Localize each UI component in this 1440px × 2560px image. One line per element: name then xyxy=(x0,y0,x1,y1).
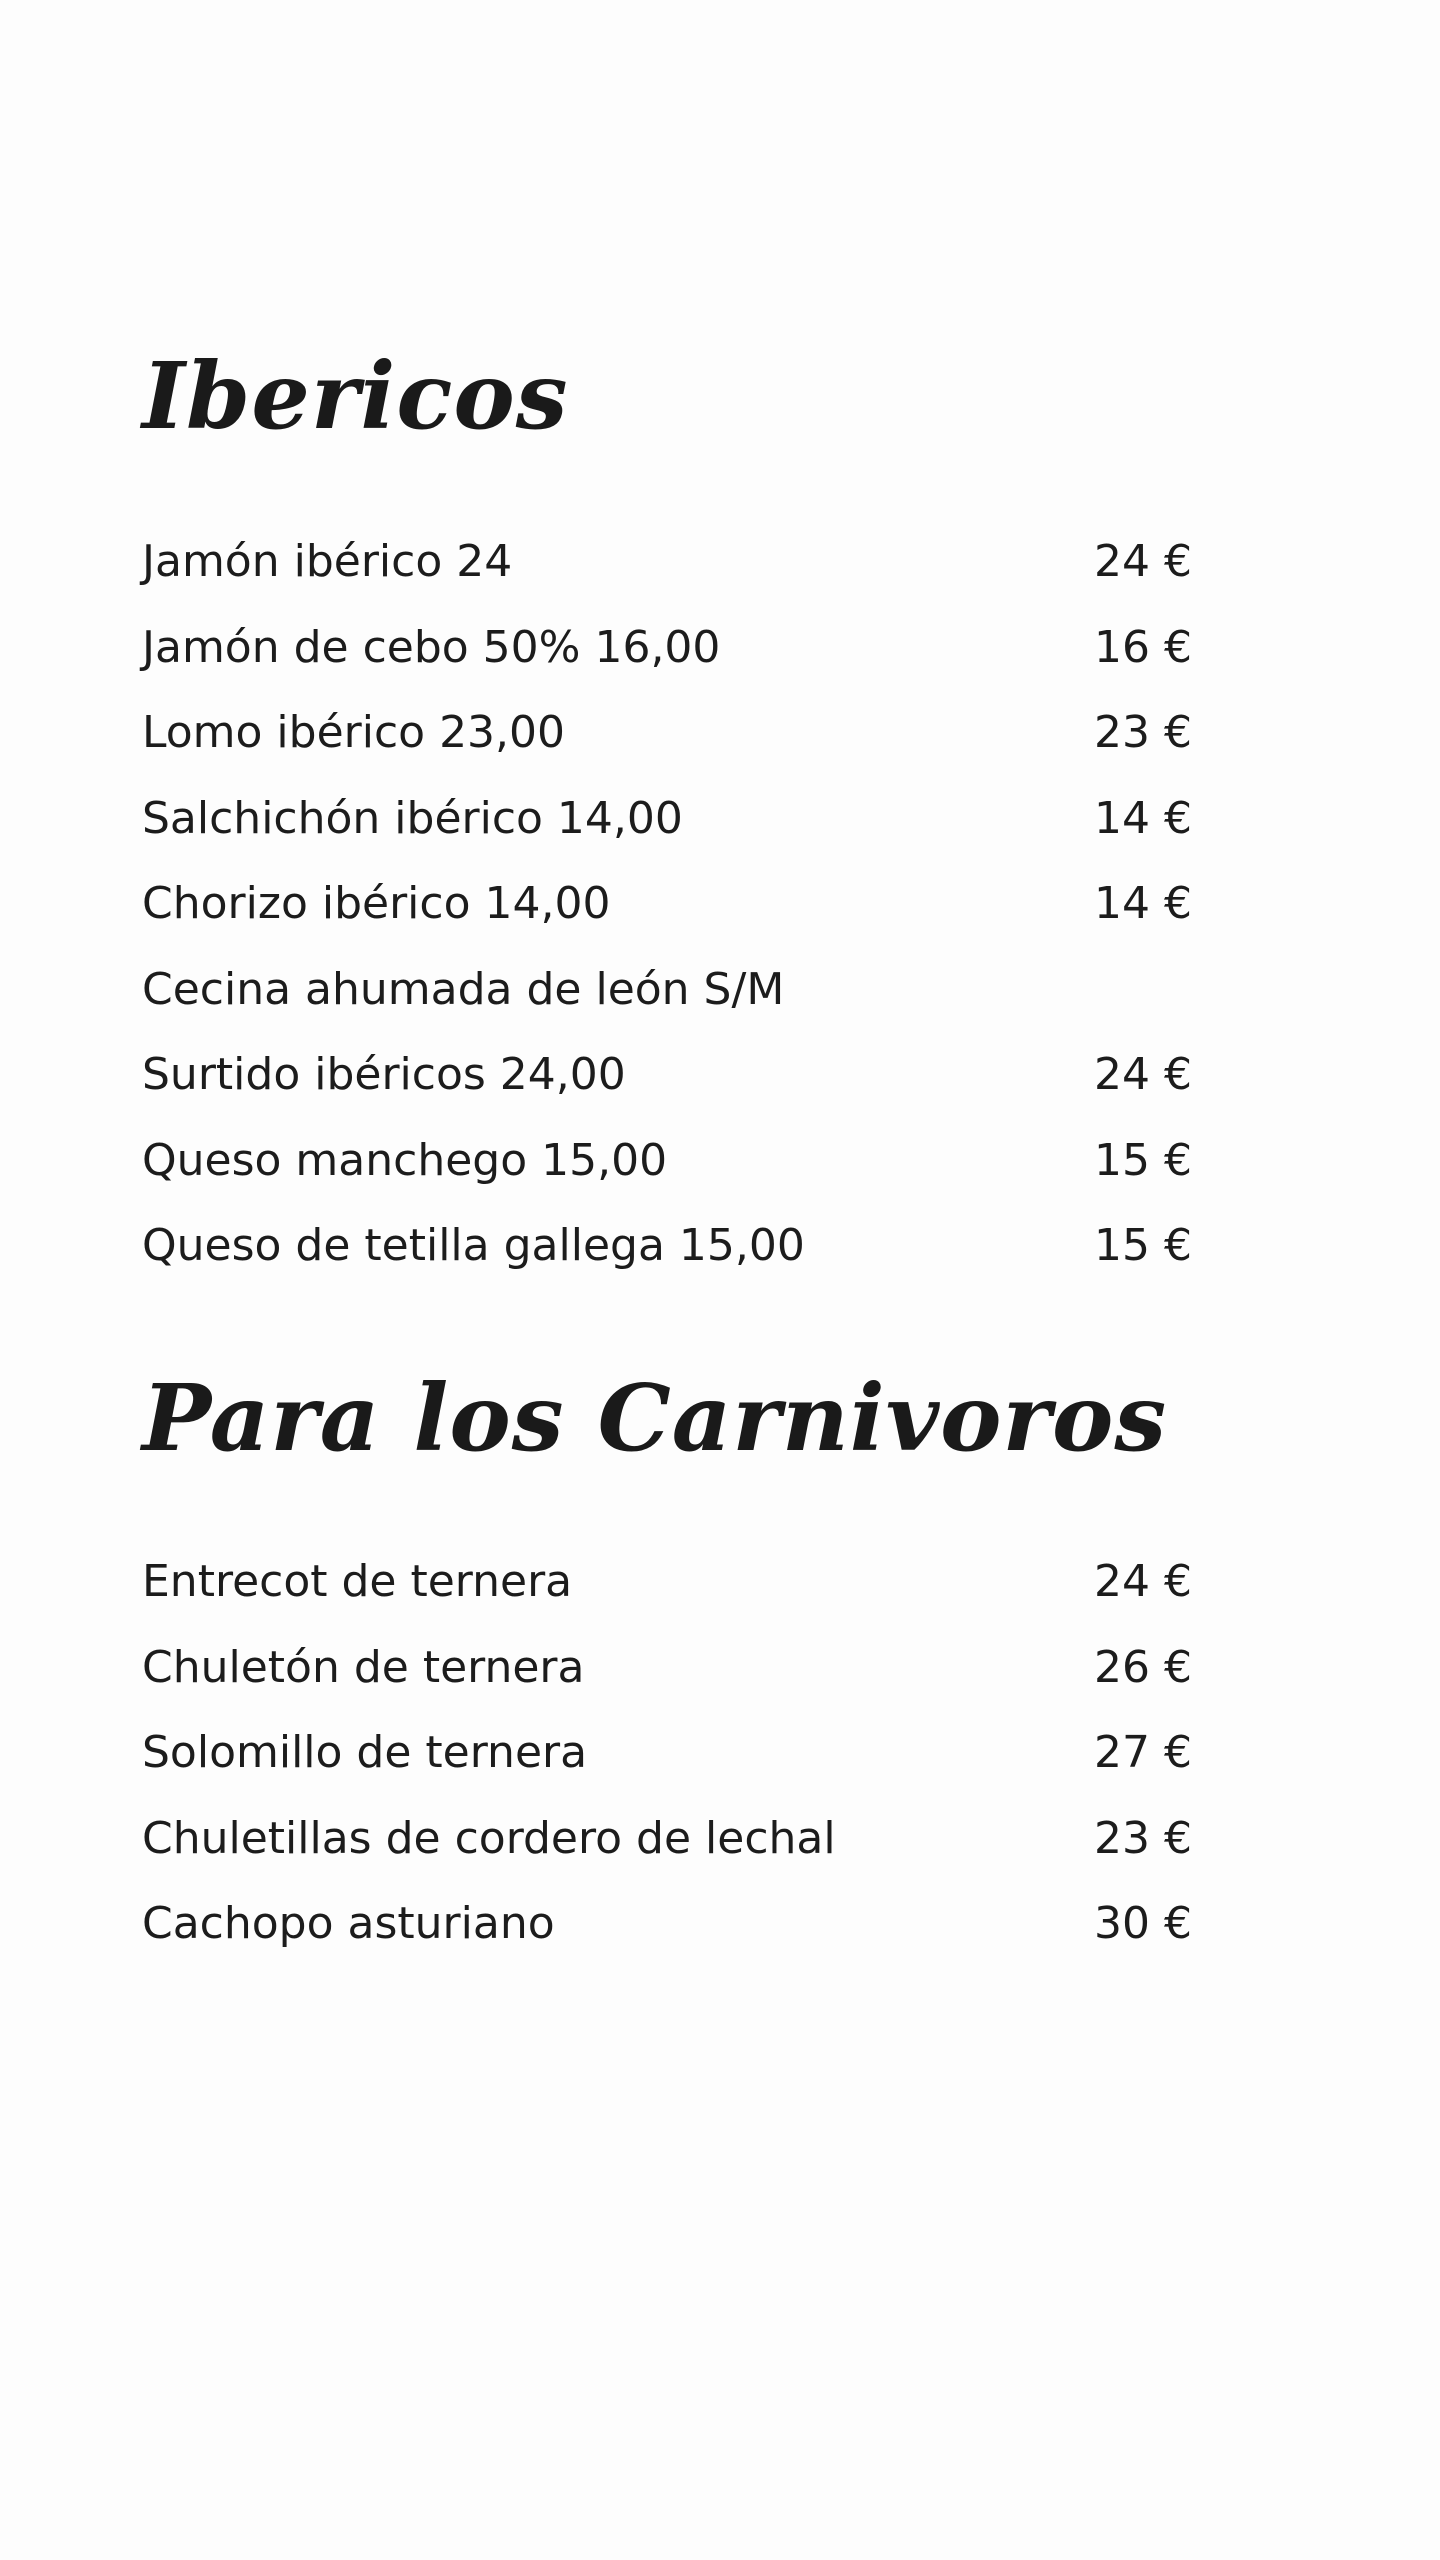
menu-item-price: 30 € xyxy=(1094,1898,1192,1949)
menu-item-price: 16 € xyxy=(1094,621,1192,673)
menu-item-price: 27 € xyxy=(1094,1727,1192,1778)
menu-item xyxy=(142,1894,1262,1980)
menu-item-name: Queso manchego 15,00 xyxy=(142,1134,668,1186)
menu-item xyxy=(142,789,1262,875)
menu-item xyxy=(142,1809,1262,1895)
menu-item-name: Surtido ibéricos 24,00 xyxy=(142,1049,626,1100)
menu-item xyxy=(142,1045,1262,1131)
menu-item-price: 14 € xyxy=(1094,792,1192,844)
menu-item-name: Cecina ahumada de león S/M xyxy=(142,963,785,1015)
menu-item xyxy=(142,618,1262,704)
menu-item-name: Lomo ibérico 23,00 xyxy=(142,707,566,758)
menu-item xyxy=(142,1638,1262,1724)
menu-item xyxy=(142,1216,1262,1302)
menu-item-name: Chuletón de ternera xyxy=(142,1641,585,1693)
menu-item-price: 24 € xyxy=(1094,1049,1192,1100)
menu-item xyxy=(142,874,1262,960)
menu-item xyxy=(142,960,1262,1046)
menu-item-name: Salchichón ibérico 14,00 xyxy=(142,792,683,844)
menu-item-name: Solomillo de ternera xyxy=(142,1727,588,1778)
menu-item xyxy=(142,1723,1262,1809)
menu-item-price: 24 € xyxy=(1094,1556,1192,1607)
menu-item-name: Queso de tetilla gallega 15,00 xyxy=(142,1220,805,1271)
menu-item xyxy=(142,532,1262,618)
menu-item-name: Jamón de cebo 50% 16,00 xyxy=(142,621,721,673)
menu-item-name: Chuletillas de cordero de lechal xyxy=(142,1812,836,1864)
menu-item-price: 26 € xyxy=(1094,1641,1192,1693)
menu-item-price: 24 € xyxy=(1094,536,1192,587)
section-title-ibericos: Ibericos xyxy=(142,342,569,450)
menu-item-price: 23 € xyxy=(1094,707,1192,758)
menu-list-carnivoros xyxy=(142,1552,1262,1980)
menu-item xyxy=(142,1131,1262,1217)
menu-item-name: Jamón ibérico 24 xyxy=(142,536,513,587)
menu-item-price: 14 € xyxy=(1094,878,1192,929)
menu-list-ibericos xyxy=(142,532,1262,1302)
menu-item xyxy=(142,703,1262,789)
menu-item-price: 15 € xyxy=(1094,1134,1192,1186)
menu-item-name: Chorizo ibérico 14,00 xyxy=(142,878,611,929)
menu-item-price: 15 € xyxy=(1094,1220,1192,1271)
menu-item xyxy=(142,1552,1262,1638)
menu-item-name: Cachopo asturiano xyxy=(142,1898,555,1949)
menu-item-price: 23 € xyxy=(1094,1812,1192,1864)
section-title-carnivoros: Para los Carnivoros xyxy=(142,1364,1168,1472)
menu-item-name: Entrecot de ternera xyxy=(142,1556,573,1607)
